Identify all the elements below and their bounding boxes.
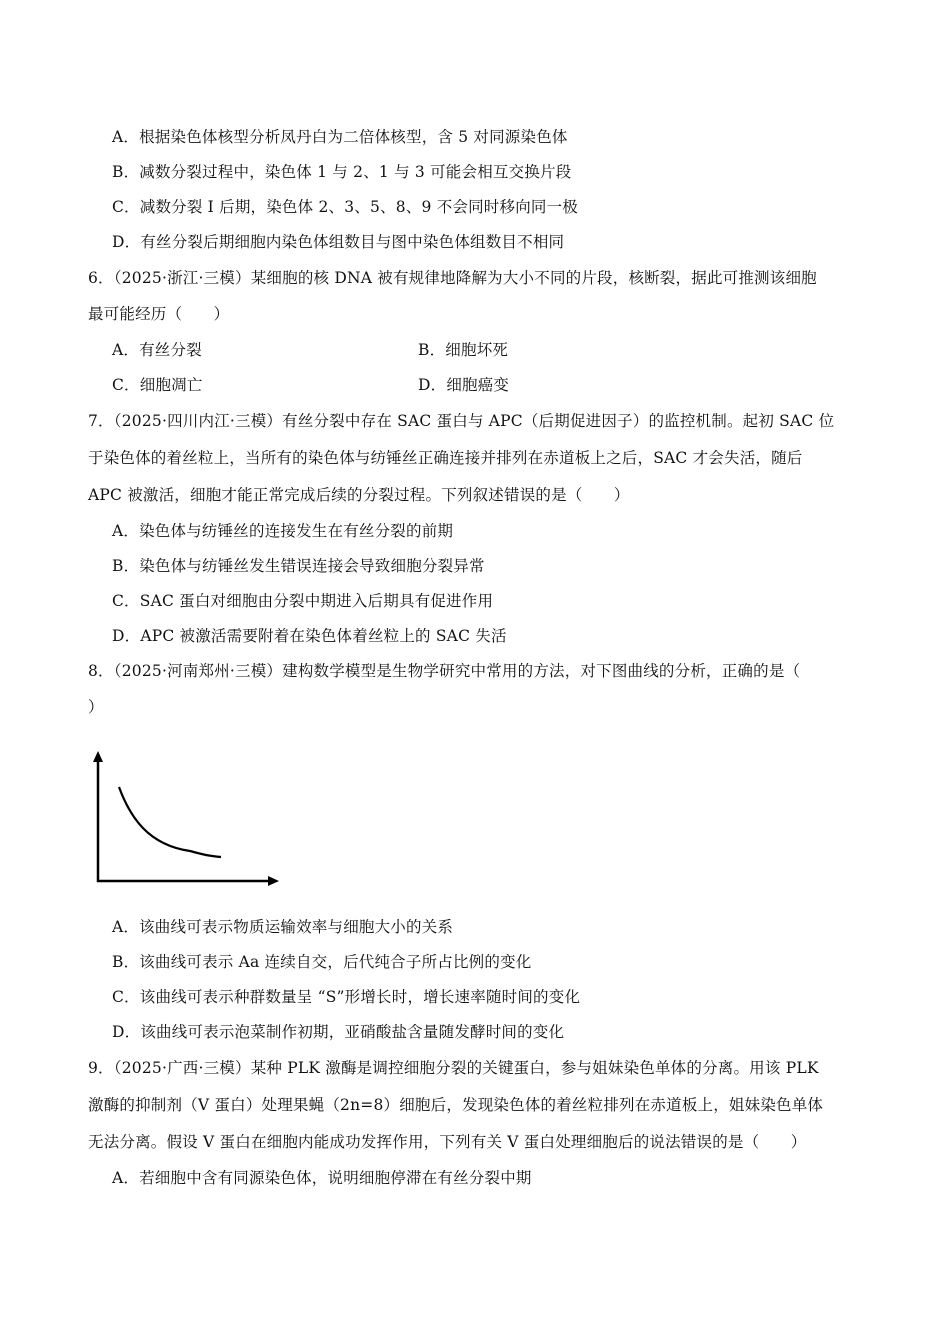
q5-option-b: B．减数分裂过程中，染色体 1 与 2、1 与 3 可能会相互交换片段: [112, 163, 572, 181]
y-axis: [93, 751, 103, 882]
q9-option-a: A．若细胞中含有同源染色体，说明细胞停滞在有丝分裂中期: [112, 1169, 532, 1187]
q7-option-d: D．APC 被激活需要附着在染色体着丝粒上的 SAC 失活: [112, 627, 507, 645]
q7-stem-line1: 7．（2025·四川内江·三模）有丝分裂中存在 SAC 蛋白与 APC（后期促进因子）的监控机制。起初 SAC 位: [88, 412, 835, 430]
q6-option-d: D．细胞癌变: [418, 376, 510, 394]
q8-curve-graph: [88, 745, 288, 891]
q6-option-a: A．有丝分裂: [112, 341, 202, 359]
x-axis: [97, 876, 279, 886]
y-axis-arrow-icon: [93, 751, 103, 762]
q8-option-b: B．该曲线可表示 Aa 连续自交，后代纯合子所占比例的变化: [112, 953, 532, 971]
q8-option-c: C．该曲线可表示种群数量呈 “S”形增长时，增长速率随时间的变化: [112, 988, 581, 1006]
q9-stem-line3: 无法分离。假设 V 蛋白在细胞内能成功发挥作用，下列有关 V 蛋白处理细胞后的说法错误的是（ ）: [88, 1133, 807, 1151]
q7-stem-line2: 于染色体的着丝粒上，当所有的染色体与纺锤丝正确连接并排列在赤道板上之后，SAC 才会失活，随后: [88, 449, 803, 467]
q7-option-c: C．SAC 蛋白对细胞由分裂中期进入后期具有促进作用: [112, 592, 494, 610]
q6-option-b: B．细胞坏死: [418, 341, 509, 359]
q8-option-a: A．该曲线可表示物质运输效率与细胞大小的关系: [112, 918, 454, 936]
q8-stem-line1: 8．（2025·河南郑州·三模）建构数学模型是生物学研究中常用的方法，对下图曲线的分析，正确的是（: [88, 662, 801, 680]
q7-option-a: A．染色体与纺锤丝的连接发生在有丝分裂的前期: [112, 522, 454, 540]
q8-stem-line2: ）: [88, 698, 104, 716]
q7-stem-line3: APC 被激活，细胞才能正常完成后续的分裂过程。下列叙述错误的是（ ）: [88, 486, 630, 504]
q5-option-a: A．根据染色体核型分析凤丹白为二倍体核型，含 5 对同源染色体: [112, 128, 568, 146]
q7-option-b: B．染色体与纺锤丝发生错误连接会导致细胞分裂异常: [112, 557, 485, 575]
q6-stem-line2: 最可能经历（ ）: [88, 305, 230, 323]
x-axis-arrow-icon: [268, 876, 279, 886]
q5-option-c: C．减数分裂 I 后期，染色体 2、3、5、8、9 不会同时移向同一极: [112, 198, 579, 216]
q8-option-d: D．该曲线可表示泡菜制作初期，亚硝酸盐含量随发酵时间的变化: [112, 1023, 565, 1041]
q9-stem-line1: 9．（2025·广西·三模）某种 PLK 激酶是调控细胞分裂的关键蛋白，参与姐妹染色单体的分离。用该 PLK: [88, 1059, 819, 1077]
q5-option-d: D．有丝分裂后期细胞内染色体组数目与图中染色体组数目不相同: [112, 233, 565, 251]
q9-stem-line2: 激酶的抑制剂（V 蛋白）处理果蝇（2n=8）细胞后，发现染色体的着丝粒排列在赤道板上，姐妹染色单体: [88, 1096, 824, 1114]
decreasing-curve: [119, 787, 221, 857]
q6-stem-line1: 6．（2025·浙江·三模）某细胞的核 DNA 被有规律地降解为大小不同的片段，核断裂，据此可推测该细胞: [88, 269, 817, 287]
q6-option-c: C．细胞凋亡: [112, 376, 203, 394]
